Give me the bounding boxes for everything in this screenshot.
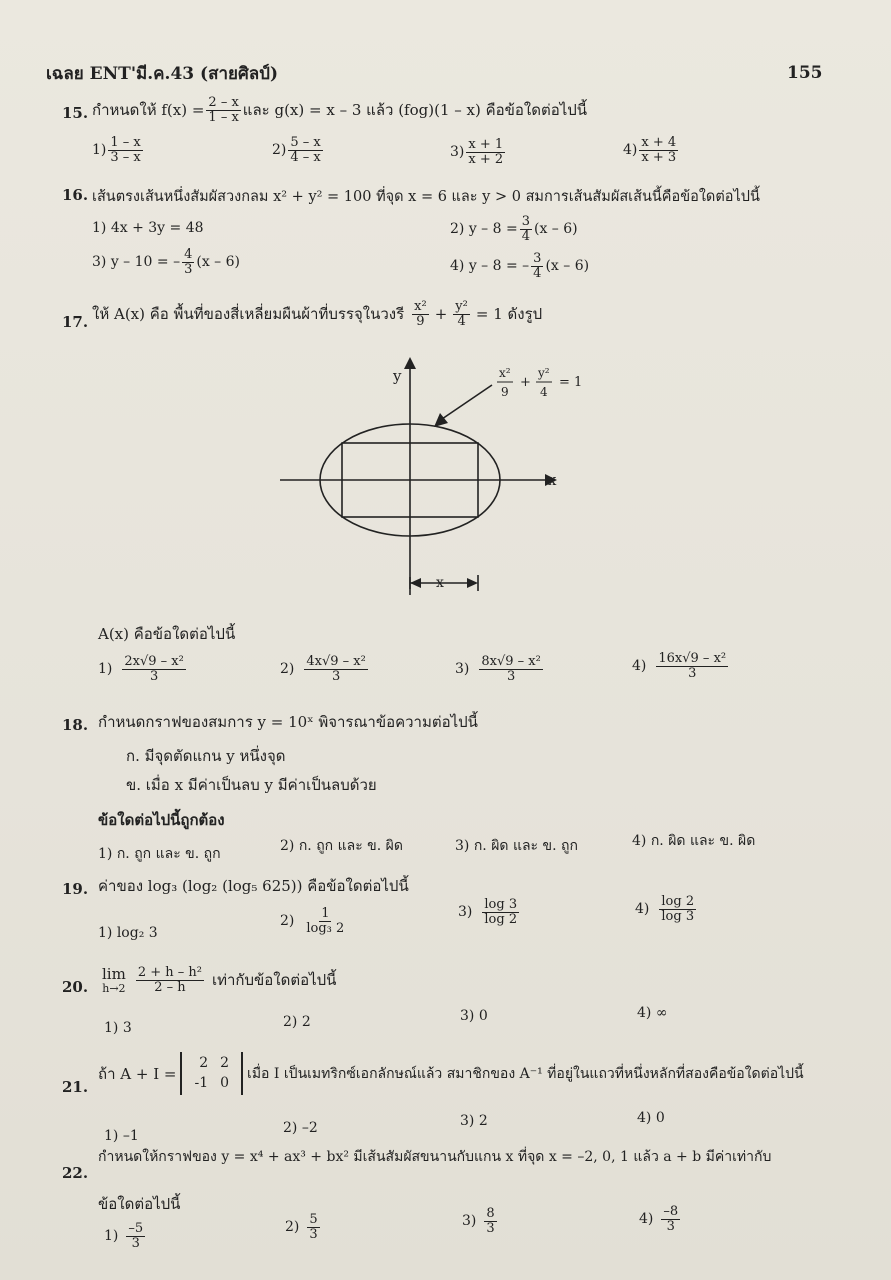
option-num: 4x√9 – x² [306, 654, 366, 669]
option-num: 2x√9 – x² [124, 654, 184, 669]
option-num: 8 [486, 1206, 495, 1221]
matrix-row [188, 1074, 235, 1094]
q20-post: เท่ากับข้อใดต่อไปนี้ [211, 971, 337, 990]
option-label: 3) [458, 904, 473, 921]
option-num: 3 [533, 251, 542, 266]
q19-option-4 [635, 895, 698, 923]
ellipse-figure [270, 355, 600, 600]
option-label: 2) [272, 142, 287, 159]
q22-option-4 [639, 1205, 682, 1233]
q18-statement-2: ข. เมื่อ x มีค่าเป็นลบ y มีค่าเป็นลบด้วย [126, 776, 377, 794]
option-den: 3 [666, 1218, 675, 1234]
q18-statement-1: ก. มีจุดตัดแกน y หนึ่งจุด [126, 747, 286, 765]
q19-option-1: 1) log₂ 3 [98, 925, 158, 941]
q19-number: 19. [62, 880, 89, 898]
matrix-cell: 2 [220, 1055, 230, 1071]
option-num: –5 [128, 1221, 144, 1236]
frac-den: 9 [416, 313, 425, 329]
q19-option-3 [458, 898, 521, 926]
option-den: 4 [533, 265, 542, 281]
q21-number: 21. [62, 1078, 89, 1096]
option-fraction [304, 655, 367, 683]
option-label: 1) [98, 661, 113, 678]
limit-symbol: lim [102, 965, 126, 983]
frac-den: 4 [457, 313, 466, 329]
q21-option-2: 2) –2 [283, 1120, 318, 1136]
q15-mid: และ g(x) = x – 3 แล้ว (fog)(1 – x) คือข้อใดต่อไปนี้ [242, 101, 588, 120]
option-den: log₃ 2 [306, 920, 345, 936]
fig-eq-num-1: x² [499, 366, 511, 380]
option-fraction [659, 895, 696, 923]
q17-post: = 1 ดังรูป [475, 305, 543, 324]
limit-subscript: h→2 [102, 981, 126, 995]
q21-option-1: 1) –1 [104, 1128, 139, 1144]
q18-option-1: 1) ก. ถูก และ ข. ถูก [98, 846, 221, 862]
q18-option-3: 3) ก. ผิด และ ข. ถูก [455, 838, 578, 854]
option-num: 8x√9 – x² [481, 654, 541, 669]
x-axis-label: x [548, 471, 557, 489]
q15-f-num: 2 – x [208, 95, 239, 110]
fig-eq-plus: + [520, 375, 531, 390]
option-den: 3 [149, 668, 159, 684]
y-axis-arrowhead [404, 357, 416, 369]
option-label: 4) [632, 658, 647, 675]
option-fraction [520, 215, 532, 243]
q22-option-1 [104, 1222, 147, 1250]
option-fraction [656, 652, 728, 680]
q18-ask: ข้อใดต่อไปนี้ถูกต้อง [98, 811, 225, 829]
q20-text [102, 966, 336, 995]
q17-number: 17. [62, 313, 89, 331]
option-fraction [484, 1207, 496, 1235]
frac-num: x² [414, 299, 427, 314]
q22-option-2 [285, 1213, 322, 1241]
option-den: 3 [309, 1226, 318, 1242]
q16-option-1: 1) 4x + 3y = 48 [92, 220, 204, 236]
q22-number: 22. [62, 1164, 89, 1182]
option-label: 1) [104, 1228, 119, 1245]
q19-text: ค่าของ log₃ (log₂ (log₅ 625)) คือข้อใดต่อไปนี้ [98, 877, 409, 895]
q17-pre: ให้ A(x) คือ พื้นที่ของสี่เหลี่ยมผืนผ้าที่บรรจุในวงรี [92, 305, 405, 324]
fig-eq-num-2: y² [538, 366, 550, 380]
q15-text [92, 96, 587, 124]
option-fraction [307, 1213, 319, 1241]
option-fraction [304, 907, 346, 935]
matrix [180, 1052, 243, 1095]
q21-post: เมื่อ I เป็นเมทริกซ์เอกลักษณ์แล้ว สมาชิกของ A⁻¹ ที่อยู่ในแถวที่หนึ่งหลักที่สองคือข้อใดต่อไปนี้ [247, 1065, 804, 1082]
matrix-cell: -1 [194, 1074, 209, 1091]
q16-text: เส้นตรงเส้นหนึ่งสัมผัสวงกลม x² + y² = 100 ที่จุด x = 6 และ y > 0 สมการเส้นสัมผัสเส้นนี้คือข้อใดต่อไปนี้ [92, 189, 760, 205]
option-fraction [479, 655, 542, 683]
frac-num: 2 + h – h² [137, 965, 202, 981]
matrix-row [188, 1054, 235, 1074]
option-text: 2) y – 8 = [450, 221, 518, 238]
q20-option-3: 3) 0 [460, 1008, 488, 1024]
option-fraction [531, 252, 543, 280]
frac-den: 2 – h [154, 979, 186, 995]
option-fraction [108, 136, 142, 164]
pointer-arrow-line [442, 385, 492, 419]
option-label: 1) [92, 142, 107, 159]
option-label: 3) [450, 144, 465, 161]
q16-option-4 [450, 252, 589, 280]
q15-option-2 [272, 136, 325, 164]
option-den: x + 3 [641, 149, 677, 165]
option-text: (x – 6) [534, 221, 578, 238]
option-den: 3 [506, 668, 516, 684]
option-fraction [126, 1222, 145, 1250]
q18-option-2: 2) ก. ถูก และ ข. ผิด [280, 838, 403, 854]
option-fraction [466, 138, 505, 166]
option-text: 4) y – 8 = – [450, 258, 530, 275]
page-number: 155 [787, 63, 823, 83]
q16-option-3 [92, 248, 240, 276]
option-num: 5 – x [290, 135, 321, 150]
option-text: (x – 6) [196, 254, 240, 271]
option-label: 2) [280, 913, 295, 930]
q20-number: 20. [62, 978, 89, 996]
option-num: –8 [663, 1204, 679, 1219]
option-num: x + 1 [468, 137, 504, 152]
q18-number: 18. [62, 716, 89, 734]
fig-eq-den-1: 9 [501, 385, 509, 399]
option-text: 3) y – 10 = – [92, 254, 181, 271]
option-den: log 2 [484, 911, 518, 927]
option-fraction [122, 655, 185, 683]
q17-text [92, 300, 542, 328]
option-fraction [482, 898, 519, 926]
fig-eq-equals: = 1 [559, 375, 583, 390]
q16-option-2 [450, 215, 578, 243]
y-axis-label: y [393, 367, 402, 385]
frac-num: y² [455, 299, 468, 314]
option-num: log 2 [661, 894, 695, 909]
q16-number: 16. [62, 186, 89, 204]
q17-option-3 [455, 655, 545, 683]
q17-option-2 [280, 655, 370, 683]
q22-text-2: ข้อใดต่อไปนี้ [98, 1195, 181, 1213]
option-label: 4) [635, 901, 650, 918]
q17-frac-y [453, 300, 470, 328]
q17-option-4 [632, 652, 730, 680]
option-den: x + 2 [468, 151, 504, 167]
q15-number: 15. [62, 104, 89, 122]
q18-text: กำหนดกราฟของสมการ y = 10ˣ พิจารณาข้อความต่อไปนี้ [98, 713, 478, 731]
option-fraction [661, 1205, 680, 1233]
q15-f-den: 1 – x [208, 109, 239, 125]
width-label: x [436, 575, 444, 591]
option-label: 2) [285, 1219, 300, 1236]
option-fraction [639, 136, 678, 164]
q15-option-1 [92, 136, 145, 164]
option-num: 16x√9 – x² [658, 651, 727, 666]
q17-option-1 [98, 655, 188, 683]
option-den: log 3 [661, 908, 695, 924]
q18-option-4: 4) ก. ผิด และ ข. ผิด [632, 833, 756, 849]
pointer-arrowhead [434, 413, 448, 427]
option-text: (x – 6) [545, 258, 590, 275]
fig-eq-den-2: 4 [540, 385, 548, 399]
option-num: log 3 [484, 897, 518, 912]
option-num: 3 [521, 214, 530, 229]
option-num: x + 4 [641, 135, 677, 150]
matrix-table [188, 1054, 235, 1093]
matrix-cell: 0 [220, 1074, 230, 1091]
plus-sign: + [434, 305, 448, 324]
q15-pre: กำหนดให้ f(x) = [92, 101, 205, 120]
option-num: 4 [184, 247, 193, 262]
option-den: 3 [131, 1235, 140, 1251]
q15-option-4 [623, 136, 680, 164]
option-den: 3 – x [110, 149, 141, 165]
dim-arrow-right [467, 578, 478, 588]
q17-frac-x [412, 300, 429, 328]
q20-option-4: 4) ∞ [637, 1005, 668, 1021]
option-label: 4) [639, 1211, 654, 1228]
q22-text: กำหนดให้กราฟของ y = x⁴ + ax³ + bx² มีเส้นสัมผัสขนานกับแกน x ที่จุด x = –2, 0, 1 แล้ว a + b มีค่าเท่ากับ [98, 1149, 772, 1165]
option-num: 1 [321, 906, 330, 921]
option-label: 2) [280, 661, 295, 678]
option-den: 3 [688, 665, 697, 681]
option-fraction [182, 248, 194, 276]
matrix-cell: 2 [199, 1055, 209, 1071]
q19-option-2 [280, 907, 348, 935]
q22-option-3 [462, 1207, 499, 1235]
option-den: 4 – x [290, 149, 321, 165]
q17-ask: A(x) คือข้อใดต่อไปนี้ [98, 625, 236, 643]
limit [102, 966, 126, 995]
option-label: 3) [462, 1213, 477, 1230]
q15-f-fraction [206, 96, 240, 124]
q21-option-4: 4) 0 [637, 1110, 665, 1126]
option-label: 3) [455, 661, 470, 678]
header-title: เฉลย ENT'มี.ค.43 (สายศิลป์) [46, 64, 278, 84]
option-den: 3 [331, 668, 341, 684]
q15-option-3 [450, 138, 507, 166]
option-den: 3 [184, 261, 193, 277]
option-fraction [288, 136, 322, 164]
q20-option-2: 2) 2 [283, 1014, 311, 1030]
option-num: 5 [309, 1212, 318, 1227]
q21-option-3: 3) 2 [460, 1113, 488, 1129]
option-den: 4 [521, 228, 530, 244]
option-den: 3 [486, 1220, 495, 1236]
option-num: 1 – x [110, 135, 141, 150]
dim-arrow-left [410, 578, 421, 588]
q21-text [98, 1052, 804, 1095]
q20-option-1: 1) 3 [104, 1020, 132, 1036]
q20-fraction [136, 966, 204, 994]
option-label: 4) [623, 142, 638, 159]
q21-pre: ถ้า A + I = [98, 1064, 177, 1083]
